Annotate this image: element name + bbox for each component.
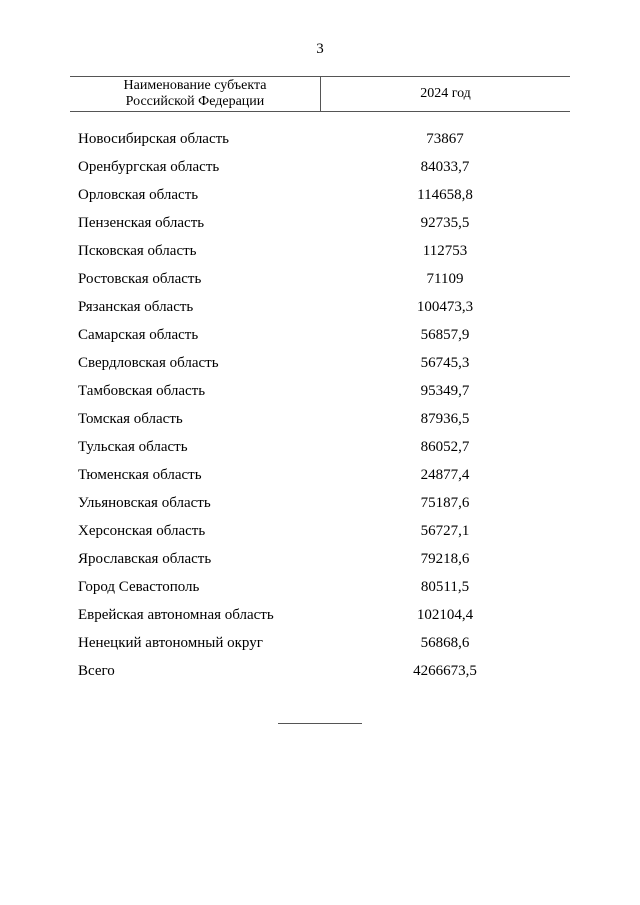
table-row <box>0 181 640 209</box>
region-value: 114658,8 <box>417 187 473 203</box>
region-value: 112753 <box>422 243 468 259</box>
page-number: 3 <box>316 41 324 57</box>
table-row <box>0 573 640 601</box>
table-row <box>0 125 640 153</box>
region-value: 95349,7 <box>420 383 470 399</box>
table-row <box>0 629 640 657</box>
region-name: Ненецкий автономный округ <box>78 635 263 651</box>
region-name: Новосибирская область <box>78 131 230 147</box>
region-value: 56868,6 <box>420 635 470 651</box>
region-name: Пензенская область <box>78 215 205 231</box>
table-row <box>0 601 640 629</box>
region-name: Ярославская область <box>78 551 212 567</box>
region-value: 92735,5 <box>420 215 470 231</box>
table-row-total <box>0 657 640 685</box>
table-row <box>0 293 640 321</box>
header-region-name-line1: Наименование субъекта <box>123 78 267 93</box>
table-row <box>0 461 640 489</box>
region-name: Оренбургская область <box>78 159 220 175</box>
region-value: 24877,4 <box>420 467 470 483</box>
region-value: 86052,7 <box>420 439 470 455</box>
region-name: Псковская область <box>78 243 197 259</box>
region-value: 71109 <box>426 271 464 287</box>
table-body <box>0 125 640 685</box>
region-value: 56857,9 <box>420 327 470 343</box>
end-divider <box>278 723 362 724</box>
region-name: Тюменская область <box>78 467 202 483</box>
table-row <box>0 237 640 265</box>
region-value: 87936,5 <box>420 411 470 427</box>
region-name: Орловская область <box>78 187 199 203</box>
table-row <box>0 321 640 349</box>
region-name: Херсонская область <box>78 523 206 539</box>
table-row <box>0 545 640 573</box>
region-name: Тульская область <box>78 439 188 455</box>
table-header <box>70 76 570 112</box>
region-name: Рязанская область <box>78 299 194 315</box>
region-name: Город Севастополь <box>78 579 200 595</box>
region-value: 56727,1 <box>420 523 470 539</box>
table-row <box>0 377 640 405</box>
header-year: 2024 год <box>420 86 471 101</box>
region-name: Тамбовская область <box>78 383 206 399</box>
region-value: 102104,4 <box>416 607 474 623</box>
region-value: 80511,5 <box>420 579 470 595</box>
total-label: Всего <box>78 663 115 679</box>
region-name: Самарская область <box>78 327 199 343</box>
table-row <box>0 209 640 237</box>
region-name: Свердловская область <box>78 355 219 371</box>
header-region-name <box>70 77 321 111</box>
table-row <box>0 405 640 433</box>
table-row <box>0 489 640 517</box>
table-row <box>0 433 640 461</box>
region-value: 56745,3 <box>420 355 470 371</box>
table-row <box>0 517 640 545</box>
table-row <box>0 265 640 293</box>
region-name: Еврейская автономная область <box>78 607 274 623</box>
region-value: 100473,3 <box>416 299 474 315</box>
table-row <box>0 349 640 377</box>
total-value: 4266673,5 <box>413 663 477 679</box>
region-value: 79218,6 <box>420 551 470 567</box>
table-row <box>0 153 640 181</box>
region-value: 84033,7 <box>420 159 470 175</box>
header-region-name-line2: Российской Федерации <box>125 94 265 109</box>
region-name: Ростовская область <box>78 271 202 287</box>
region-name: Томская область <box>78 411 183 427</box>
region-name: Ульяновская область <box>78 495 211 511</box>
region-value: 73867 <box>426 131 464 147</box>
region-value: 75187,6 <box>420 495 470 511</box>
